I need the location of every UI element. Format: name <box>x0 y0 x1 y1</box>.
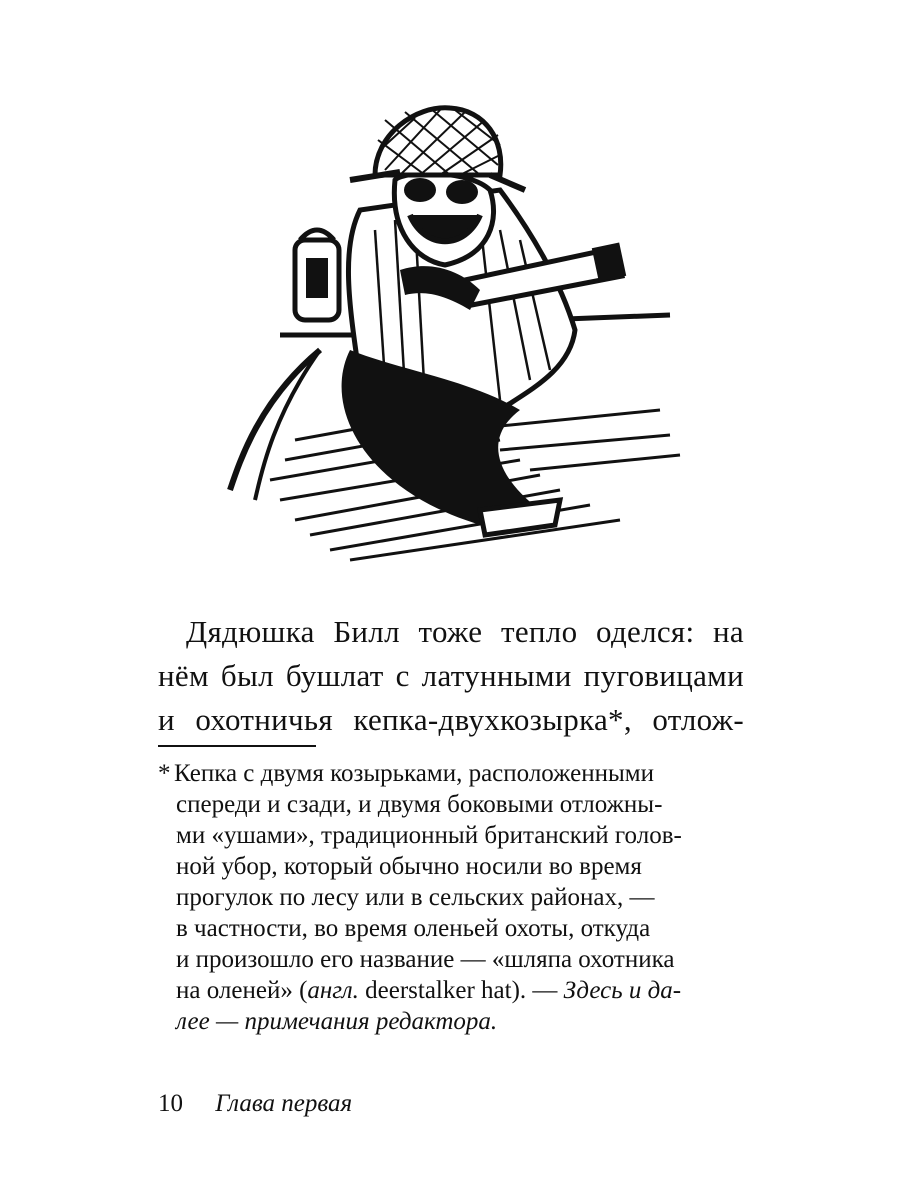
footnote-line: и произошло его название — «шляпа охотника <box>176 946 675 973</box>
footnote-line: спереди и сзади, и двумя боковыми отложны- <box>176 791 663 818</box>
chapter-title: Глава первая <box>215 1090 353 1117</box>
footnote <box>158 758 758 1037</box>
running-footer <box>158 1088 352 1120</box>
body-line: Дядюшка Билл тоже тепло оделся: на <box>186 614 744 649</box>
footnote-line: ми «ушами», традиционный британский голов- <box>176 822 682 849</box>
footnote-text: на оленей» ( <box>176 977 308 1004</box>
body-text <box>158 610 744 742</box>
editor-note: Здесь и да- <box>563 977 682 1004</box>
footnote-line: прогулок по лесу или в сельских районах, — <box>176 884 655 911</box>
footnote-mark: * <box>158 760 171 787</box>
footnote-line: Кепка с двумя козырьками, расположенными <box>174 760 654 787</box>
footnote-text: deerstalker hat). — <box>358 977 564 1004</box>
body-line: и охотничья кепка-двухкозырка*, отлож- <box>158 702 744 737</box>
footnote-line <box>176 1006 758 1037</box>
editor-note: лее — примечания редактора. <box>176 1008 498 1035</box>
lantern-icon <box>295 230 339 320</box>
footnote-line: в частности, во время оленьей охоты, откуда <box>176 915 651 942</box>
body-line: нём был бушлат с латунными пуговицами <box>158 658 744 693</box>
page-number: 10 <box>158 1090 183 1117</box>
footnote-line: ной убор, который обычно носили во время <box>176 853 642 880</box>
footnote-abbrev: англ. <box>307 977 359 1004</box>
footnote-line <box>176 975 758 1006</box>
footnote-rule <box>158 745 316 747</box>
illustration-man-in-deerstalker <box>200 80 690 570</box>
